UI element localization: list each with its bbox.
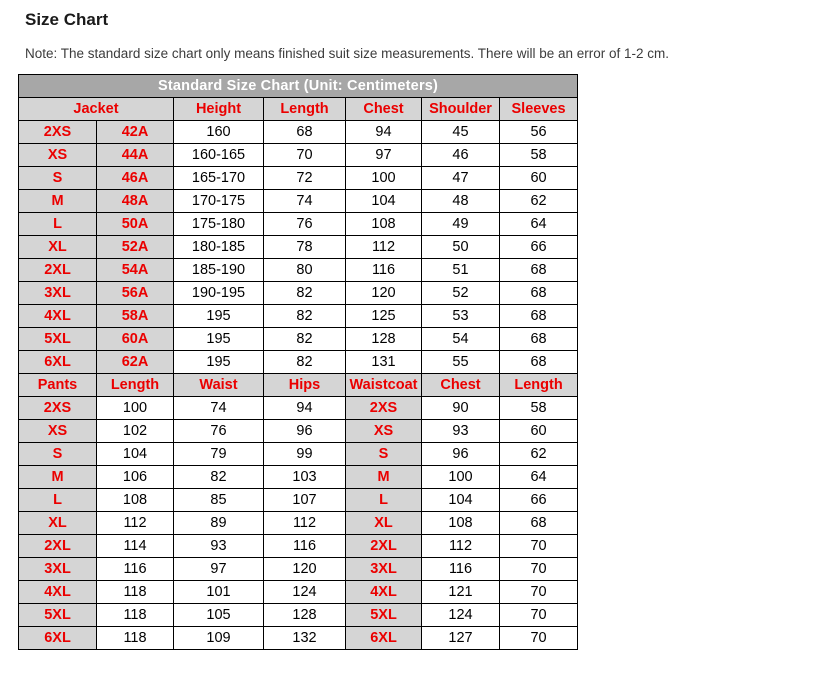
value-cell: 97 (174, 558, 264, 581)
value-cell: 116 (97, 558, 174, 581)
pants-row (19, 535, 578, 558)
size-label-cell: 2XL (346, 535, 422, 558)
value-cell: 70 (500, 627, 578, 650)
value-cell: 112 (346, 236, 422, 259)
size-label-cell: 6XL (346, 627, 422, 650)
value-cell: 94 (264, 397, 346, 420)
value-cell: 54 (422, 328, 500, 351)
value-cell: 195 (174, 328, 264, 351)
pants-col-header-length: Length (97, 374, 174, 397)
value-cell: 124 (264, 581, 346, 604)
value-cell: 121 (422, 581, 500, 604)
value-cell: 76 (174, 420, 264, 443)
jacket-row (19, 121, 578, 144)
pants-col-header-waist: Waist (174, 374, 264, 397)
size-label-cell: M (19, 190, 97, 213)
value-cell: 68 (500, 259, 578, 282)
value-cell: 72 (264, 167, 346, 190)
value-cell: 108 (97, 489, 174, 512)
value-cell: 94 (346, 121, 422, 144)
value-cell: 50 (422, 236, 500, 259)
value-cell: 118 (97, 604, 174, 627)
value-cell: 79 (174, 443, 264, 466)
jacket-col-header-sleeves: Sleeves (500, 98, 578, 121)
value-cell: 53 (422, 305, 500, 328)
value-cell: 175-180 (174, 213, 264, 236)
size-label-cell: S (346, 443, 422, 466)
size-label-cell: M (346, 466, 422, 489)
value-cell: 78 (264, 236, 346, 259)
value-cell: 107 (264, 489, 346, 512)
value-cell: 70 (264, 144, 346, 167)
size-chart-table (18, 74, 578, 650)
value-cell: 80 (264, 259, 346, 282)
value-cell: 104 (346, 190, 422, 213)
value-cell: 100 (346, 167, 422, 190)
banner-row (19, 75, 578, 98)
value-cell: 105 (174, 604, 264, 627)
pants-col-header-pants: Pants (19, 374, 97, 397)
value-cell: 70 (500, 604, 578, 627)
size-label-cell: 2XL (19, 535, 97, 558)
size-label-cell: XL (19, 236, 97, 259)
value-cell: 106 (97, 466, 174, 489)
value-cell: 165-170 (174, 167, 264, 190)
pants-row (19, 558, 578, 581)
size-label-cell: 44A (97, 144, 174, 167)
pants-row (19, 489, 578, 512)
value-cell: 100 (97, 397, 174, 420)
value-cell: 70 (500, 558, 578, 581)
size-label-cell: 58A (97, 305, 174, 328)
value-cell: 82 (264, 328, 346, 351)
size-label-cell: 2XS (19, 397, 97, 420)
jacket-row (19, 167, 578, 190)
value-cell: 125 (346, 305, 422, 328)
value-cell: 52 (422, 282, 500, 305)
pants-col-header-length: Length (500, 374, 578, 397)
size-label-cell: 52A (97, 236, 174, 259)
size-label-cell: XS (346, 420, 422, 443)
value-cell: 109 (174, 627, 264, 650)
note-text: Note: The standard size chart only means finished suit size measurements. There will be an error of 1-2 cm. (25, 46, 670, 61)
size-label-cell: 5XL (346, 604, 422, 627)
value-cell: 124 (422, 604, 500, 627)
jacket-row (19, 190, 578, 213)
size-label-cell: 50A (97, 213, 174, 236)
jacket-row (19, 144, 578, 167)
size-label-cell: 4XL (19, 305, 97, 328)
pants-row (19, 512, 578, 535)
value-cell: 45 (422, 121, 500, 144)
value-cell: 185-190 (174, 259, 264, 282)
value-cell: 170-175 (174, 190, 264, 213)
jacket-col-header-jacket: Jacket (19, 98, 174, 121)
size-label-cell: 60A (97, 328, 174, 351)
value-cell: 82 (264, 351, 346, 374)
pants-col-header-waistcoat: Waistcoat (346, 374, 422, 397)
value-cell: 68 (500, 512, 578, 535)
value-cell: 62 (500, 443, 578, 466)
value-cell: 112 (264, 512, 346, 535)
value-cell: 47 (422, 167, 500, 190)
pants-row (19, 443, 578, 466)
pants-row (19, 420, 578, 443)
value-cell: 97 (346, 144, 422, 167)
pants-row (19, 627, 578, 650)
value-cell: 60 (500, 420, 578, 443)
size-label-cell: M (19, 466, 97, 489)
size-label-cell: 2XL (19, 259, 97, 282)
value-cell: 68 (500, 282, 578, 305)
value-cell: 93 (422, 420, 500, 443)
value-cell: 112 (97, 512, 174, 535)
value-cell: 62 (500, 190, 578, 213)
size-label-cell: 62A (97, 351, 174, 374)
value-cell: 116 (346, 259, 422, 282)
value-cell: 195 (174, 305, 264, 328)
value-cell: 66 (500, 489, 578, 512)
size-label-cell: L (346, 489, 422, 512)
value-cell: 96 (422, 443, 500, 466)
size-label-cell: 2XS (19, 121, 97, 144)
jacket-col-header-chest: Chest (346, 98, 422, 121)
value-cell: 68 (500, 328, 578, 351)
size-label-cell: XL (346, 512, 422, 535)
jacket-row (19, 236, 578, 259)
value-cell: 99 (264, 443, 346, 466)
value-cell: 70 (500, 581, 578, 604)
value-cell: 66 (500, 236, 578, 259)
value-cell: 190-195 (174, 282, 264, 305)
pants-row (19, 581, 578, 604)
value-cell: 104 (422, 489, 500, 512)
jacket-col-header-shoulder: Shoulder (422, 98, 500, 121)
value-cell: 56 (500, 121, 578, 144)
value-cell: 160-165 (174, 144, 264, 167)
pants-row (19, 466, 578, 489)
value-cell: 82 (264, 282, 346, 305)
value-cell: 93 (174, 535, 264, 558)
pants-row (19, 397, 578, 420)
value-cell: 64 (500, 213, 578, 236)
value-cell: 100 (422, 466, 500, 489)
value-cell: 46 (422, 144, 500, 167)
value-cell: 49 (422, 213, 500, 236)
value-cell: 82 (174, 466, 264, 489)
value-cell: 70 (500, 535, 578, 558)
value-cell: 180-185 (174, 236, 264, 259)
jacket-col-header-length: Length (264, 98, 346, 121)
value-cell: 101 (174, 581, 264, 604)
size-label-cell: 42A (97, 121, 174, 144)
size-label-cell: 6XL (19, 627, 97, 650)
value-cell: 118 (97, 581, 174, 604)
value-cell: 112 (422, 535, 500, 558)
value-cell: 127 (422, 627, 500, 650)
value-cell: 114 (97, 535, 174, 558)
size-label-cell: 5XL (19, 328, 97, 351)
size-label-cell: 3XL (19, 282, 97, 305)
size-label-cell: L (19, 489, 97, 512)
value-cell: 128 (264, 604, 346, 627)
size-label-cell: 3XL (19, 558, 97, 581)
size-label-cell: 4XL (346, 581, 422, 604)
pants-col-header-chest: Chest (422, 374, 500, 397)
value-cell: 74 (264, 190, 346, 213)
value-cell: 58 (500, 397, 578, 420)
value-cell: 68 (500, 351, 578, 374)
value-cell: 55 (422, 351, 500, 374)
size-label-cell: XL (19, 512, 97, 535)
value-cell: 108 (422, 512, 500, 535)
value-cell: 90 (422, 397, 500, 420)
size-label-cell: 48A (97, 190, 174, 213)
size-label-cell: 54A (97, 259, 174, 282)
jacket-row (19, 328, 578, 351)
value-cell: 51 (422, 259, 500, 282)
jacket-row (19, 282, 578, 305)
value-cell: 104 (97, 443, 174, 466)
value-cell: 68 (500, 305, 578, 328)
page-title: Size Chart (25, 10, 109, 29)
value-cell: 102 (97, 420, 174, 443)
size-label-cell: L (19, 213, 97, 236)
value-cell: 68 (264, 121, 346, 144)
size-label-cell: 3XL (346, 558, 422, 581)
jacket-row (19, 305, 578, 328)
pants-header-row (19, 374, 578, 397)
value-cell: 118 (97, 627, 174, 650)
value-cell: 128 (346, 328, 422, 351)
value-cell: 120 (346, 282, 422, 305)
size-label-cell: 5XL (19, 604, 97, 627)
size-chart-body (19, 98, 578, 650)
value-cell: 89 (174, 512, 264, 535)
jacket-row (19, 351, 578, 374)
size-label-cell: XS (19, 420, 97, 443)
value-cell: 60 (500, 167, 578, 190)
jacket-row (19, 213, 578, 236)
size-label-cell: 56A (97, 282, 174, 305)
value-cell: 131 (346, 351, 422, 374)
size-label-cell: 4XL (19, 581, 97, 604)
pants-row (19, 604, 578, 627)
value-cell: 116 (422, 558, 500, 581)
value-cell: 76 (264, 213, 346, 236)
value-cell: 82 (264, 305, 346, 328)
jacket-row (19, 259, 578, 282)
value-cell: 108 (346, 213, 422, 236)
value-cell: 58 (500, 144, 578, 167)
size-label-cell: S (19, 167, 97, 190)
value-cell: 160 (174, 121, 264, 144)
jacket-col-header-height: Height (174, 98, 264, 121)
value-cell: 74 (174, 397, 264, 420)
jacket-header-row (19, 98, 578, 121)
value-cell: 64 (500, 466, 578, 489)
table-banner-title: Standard Size Chart (Unit: Centimeters) (19, 75, 578, 98)
size-label-cell: 2XS (346, 397, 422, 420)
pants-col-header-hips: Hips (264, 374, 346, 397)
value-cell: 132 (264, 627, 346, 650)
value-cell: 116 (264, 535, 346, 558)
value-cell: 195 (174, 351, 264, 374)
size-label-cell: XS (19, 144, 97, 167)
value-cell: 48 (422, 190, 500, 213)
value-cell: 120 (264, 558, 346, 581)
value-cell: 103 (264, 466, 346, 489)
size-label-cell: 6XL (19, 351, 97, 374)
size-label-cell: S (19, 443, 97, 466)
value-cell: 85 (174, 489, 264, 512)
size-label-cell: 46A (97, 167, 174, 190)
value-cell: 96 (264, 420, 346, 443)
